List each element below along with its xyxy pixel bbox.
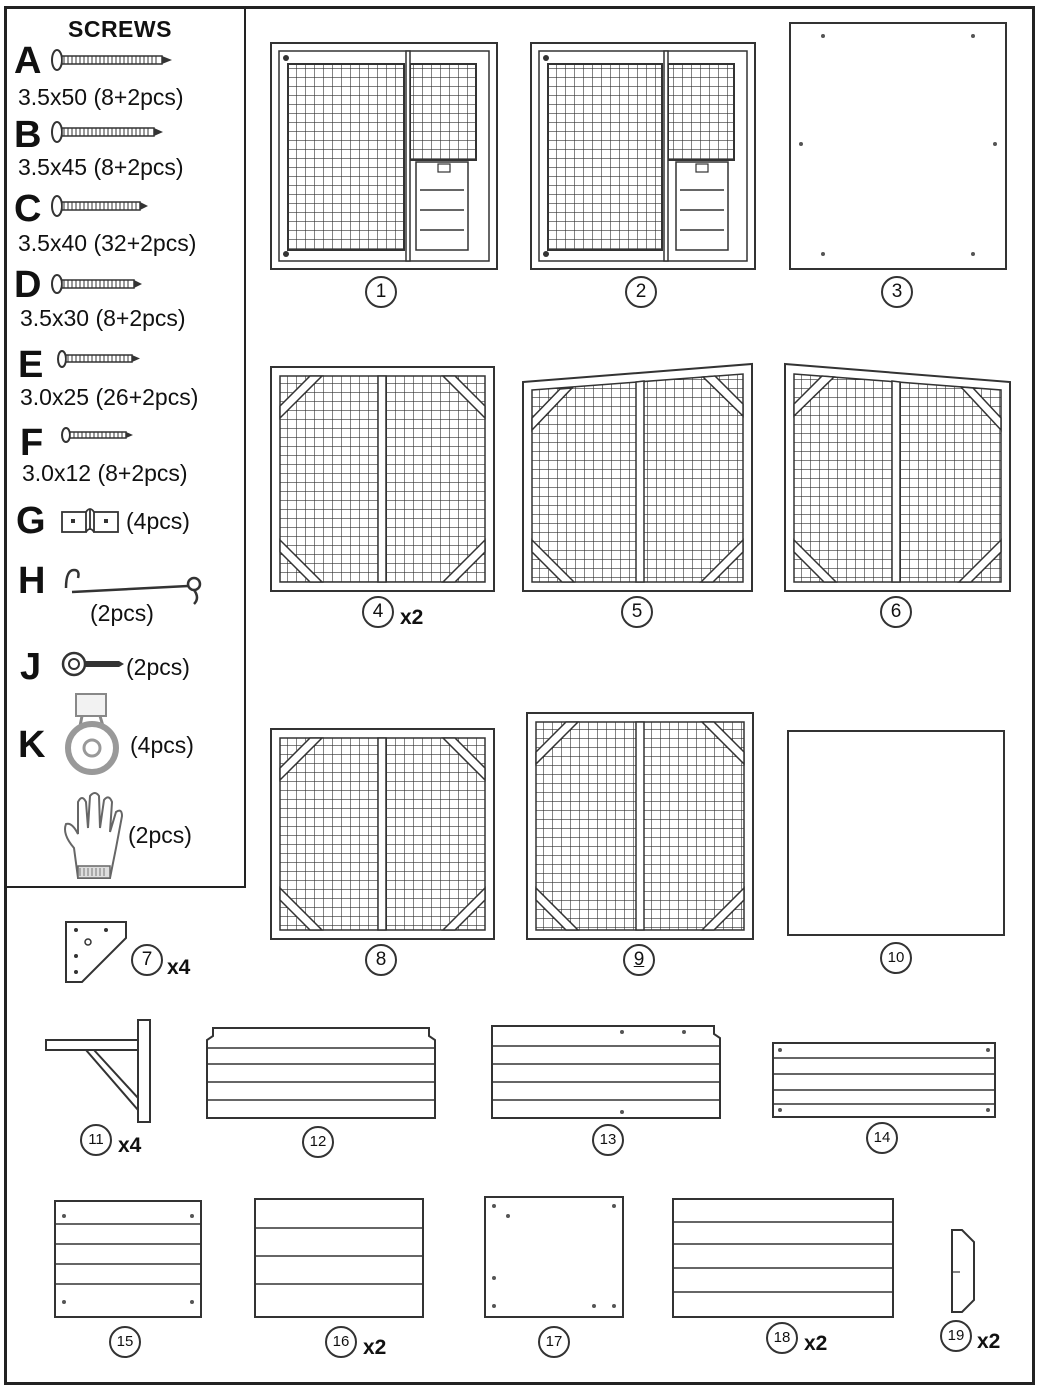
hinge-icon bbox=[60, 506, 122, 536]
part-18-drawing bbox=[672, 1198, 894, 1318]
part-10-drawing bbox=[787, 730, 1005, 936]
screw-f-icon bbox=[60, 424, 140, 446]
hardware-h-qty: (2pcs) bbox=[90, 600, 154, 626]
part-19-drawing bbox=[950, 1228, 976, 1314]
screw-c-size: 3.5x40 (32+2pcs) bbox=[18, 230, 197, 256]
part-12-drawing bbox=[205, 1026, 437, 1120]
screw-a-size: 3.5x50 (8+2pcs) bbox=[18, 84, 184, 110]
part-6-number: 6 bbox=[880, 596, 912, 628]
part-19-number: 19 bbox=[940, 1320, 972, 1352]
part-9-number: 9 bbox=[623, 944, 655, 976]
part-14-drawing bbox=[772, 1042, 996, 1118]
hardware-g-letter: G bbox=[16, 500, 46, 542]
part-16-multiplier: x2 bbox=[363, 1336, 387, 1359]
hardware-g-qty: (4pcs) bbox=[126, 508, 190, 534]
part-12-number: 12 bbox=[302, 1126, 334, 1158]
part-8-number: 8 bbox=[365, 944, 397, 976]
part-3-drawing bbox=[789, 22, 1007, 270]
screw-f-size: 3.0x12 (8+2pcs) bbox=[22, 460, 188, 486]
screw-c-letter: C bbox=[14, 188, 42, 230]
part-10-number: 10 bbox=[880, 942, 912, 974]
screw-f-letter: F bbox=[20, 422, 44, 464]
screw-d-size: 3.5x30 (8+2pcs) bbox=[20, 305, 186, 331]
screw-a-letter: A bbox=[14, 40, 42, 82]
screws-title: SCREWS bbox=[68, 16, 172, 42]
screw-b-size: 3.5x45 (8+2pcs) bbox=[18, 154, 184, 180]
part-16-number: 16 bbox=[325, 1326, 357, 1358]
part-3-number: 3 bbox=[881, 276, 913, 308]
part-11-multiplier: x4 bbox=[118, 1134, 142, 1157]
part-15-drawing bbox=[54, 1200, 202, 1318]
part-11-drawing bbox=[44, 1018, 154, 1124]
part-4-drawing bbox=[270, 366, 495, 592]
hardware-k-qty: (4pcs) bbox=[130, 732, 194, 758]
screw-e-size: 3.0x25 (26+2pcs) bbox=[20, 384, 199, 410]
part-2-number: 2 bbox=[625, 276, 657, 308]
part-4-number: 4 bbox=[362, 596, 394, 628]
part-6-drawing bbox=[784, 362, 1012, 592]
glove-icon bbox=[60, 788, 126, 884]
part-17-drawing bbox=[484, 1196, 624, 1318]
part-18-multiplier: x2 bbox=[804, 1332, 828, 1355]
part-5-number: 5 bbox=[621, 596, 653, 628]
hardware-h-letter: H bbox=[18, 560, 46, 602]
part-1-drawing bbox=[270, 42, 498, 270]
screw-d-letter: D bbox=[14, 264, 42, 306]
screw-a-icon bbox=[50, 48, 175, 72]
screw-b-icon bbox=[50, 120, 165, 144]
screw-c-icon bbox=[50, 194, 150, 218]
screw-e-letter: E bbox=[18, 344, 44, 386]
screw-d-icon bbox=[50, 272, 145, 296]
part-5-drawing bbox=[522, 362, 754, 592]
part-13-drawing bbox=[490, 1024, 722, 1120]
part-13-number: 13 bbox=[592, 1124, 624, 1156]
part-7-drawing bbox=[64, 920, 128, 984]
part-17-number: 17 bbox=[538, 1326, 570, 1358]
caster-wheel-icon bbox=[60, 692, 126, 778]
screw-b-letter: B bbox=[14, 114, 42, 156]
part-19-multiplier: x2 bbox=[977, 1330, 1001, 1353]
hardware-k-letter: K bbox=[18, 724, 46, 766]
hardware-glove-qty: (2pcs) bbox=[128, 822, 192, 848]
part-9-drawing bbox=[526, 712, 754, 940]
part-8-drawing bbox=[270, 728, 495, 940]
screw-e-icon bbox=[56, 348, 146, 370]
part-7-number: 7 bbox=[131, 944, 163, 976]
part-4-multiplier: x2 bbox=[400, 606, 424, 629]
hardware-j-qty: (2pcs) bbox=[126, 654, 190, 680]
part-11-number: 11 bbox=[80, 1124, 112, 1156]
part-1-number: 1 bbox=[365, 276, 397, 308]
part-18-number: 18 bbox=[766, 1322, 798, 1354]
eye-screw-icon bbox=[60, 650, 126, 680]
part-2-drawing bbox=[530, 42, 756, 270]
part-7-multiplier: x4 bbox=[167, 956, 191, 979]
part-15-number: 15 bbox=[109, 1326, 141, 1358]
part-16-drawing bbox=[254, 1198, 424, 1318]
hardware-j-letter: J bbox=[20, 646, 42, 688]
part-14-number: 14 bbox=[866, 1122, 898, 1154]
